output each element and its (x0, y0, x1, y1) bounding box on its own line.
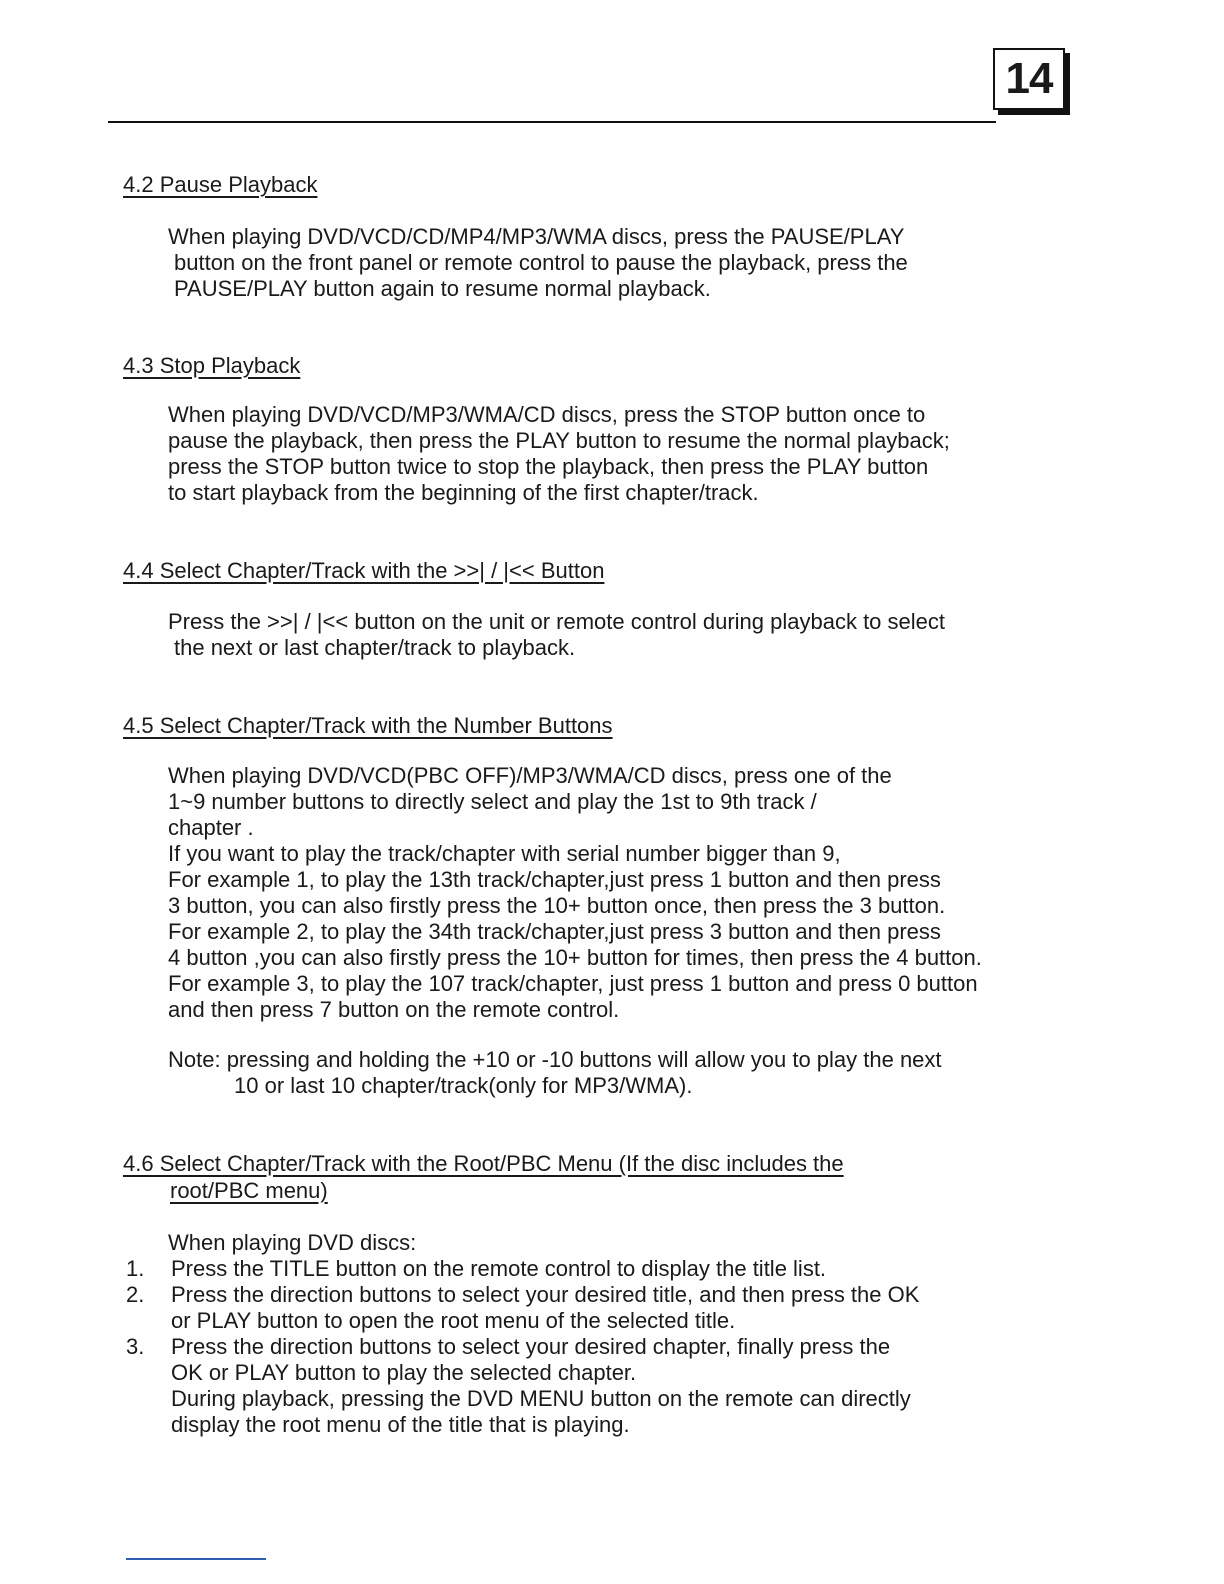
intro-line: When playing DVD discs: (168, 1230, 417, 1255)
body-line: chapter . (168, 815, 254, 840)
list-item (126, 1334, 919, 1438)
step-line: or PLAY button to open the root menu of the selected title. (171, 1308, 736, 1333)
body-line: For example 2, to play the 34th track/chapter,just press 3 button and then press (168, 919, 941, 944)
step-line: Press the direction buttons to select your desired chapter, finally press the (171, 1334, 891, 1359)
body-line: For example 1, to play the 13th track/chapter,just press 1 button and then press (168, 867, 941, 892)
section-heading-4-6-cont: root/PBC menu) (170, 1178, 328, 1203)
header-rule (108, 121, 996, 123)
body-line: and then press 7 button on the remote control. (168, 997, 620, 1022)
body-line: 3 button, you can also firstly press the 10+ button once, then press the 3 button. (168, 893, 946, 918)
body-line: button on the front panel or remote control to pause the playback, press the (174, 250, 908, 275)
body-line: For example 3, to play the 107 track/chapter, just press 1 button and press 0 button (168, 971, 978, 996)
section-heading-4-2: 4.2 Pause Playback (123, 172, 318, 197)
body-line: Press the >>| / |<< button on the unit or remote control during playback to select (168, 609, 945, 634)
step-line: Press the direction buttons to select your desired title, and then press the OK (171, 1282, 920, 1307)
body-line: 1~9 number buttons to directly select and play the 1st to 9th track / (168, 789, 817, 814)
body-line: to start playback from the beginning of the first chapter/track. (168, 480, 759, 505)
section-heading-4-3: 4.3 Stop Playback (123, 353, 301, 378)
step-line: Press the TITLE button on the remote control to display the title list. (171, 1256, 827, 1281)
body-line: When playing DVD/VCD/CD/MP4/MP3/WMA discs, press the PAUSE/PLAY (168, 224, 905, 249)
section-heading-4-5: 4.5 Select Chapter/Track with the Number Buttons (123, 713, 613, 738)
section-heading-4-6: 4.6 Select Chapter/Track with the Root/PBC Menu (If the disc includes the (123, 1151, 844, 1176)
note-4-5 (168, 1047, 942, 1099)
step-line: display the root menu of the title that is playing. (171, 1412, 630, 1437)
step-line: OK or PLAY button to play the selected chapter. (171, 1360, 637, 1385)
step-number: 1. (126, 1256, 145, 1281)
list-item (126, 1256, 919, 1282)
step-number: 2. (126, 1282, 145, 1307)
body-line: If you want to play the track/chapter with serial number bigger than 9, (168, 841, 841, 866)
body-line: When playing DVD/VCD/MP3/WMA/CD discs, press the STOP button once to (168, 402, 926, 427)
section-body-4-3 (168, 402, 950, 506)
section-body-4-2 (168, 224, 908, 302)
step-number: 3. (126, 1334, 145, 1359)
list-item (126, 1282, 919, 1334)
body-line: When playing DVD/VCD(PBC OFF)/MP3/WMA/CD discs, press one of the (168, 763, 892, 788)
page-number: 14 (993, 48, 1065, 110)
note-line: 10 or last 10 chapter/track(only for MP3/WMA). (234, 1073, 693, 1098)
section-heading-4-4: 4.4 Select Chapter/Track with the >>| / |<< Button (123, 558, 605, 583)
body-line: PAUSE/PLAY button again to resume normal playback. (174, 276, 711, 301)
section-body-4-4 (168, 609, 945, 661)
section-body-4-5 (168, 763, 982, 1023)
step-line: During playback, pressing the DVD MENU button on the remote can directly (171, 1386, 911, 1411)
note-line: Note: pressing and holding the +10 or -10 buttons will allow you to play the next (168, 1047, 942, 1072)
section-intro-4-6 (168, 1230, 416, 1256)
steps-list (126, 1256, 919, 1438)
body-line: pause the playback, then press the PLAY button to resume the normal playback; (168, 428, 950, 453)
body-line: 4 button ,you can also firstly press the 10+ button for times, then press the 4 button. (168, 945, 982, 970)
footer-rule (126, 1558, 266, 1560)
body-line: press the STOP button twice to stop the playback, then press the PLAY button (168, 454, 929, 479)
body-line: the next or last chapter/track to playback. (174, 635, 576, 660)
